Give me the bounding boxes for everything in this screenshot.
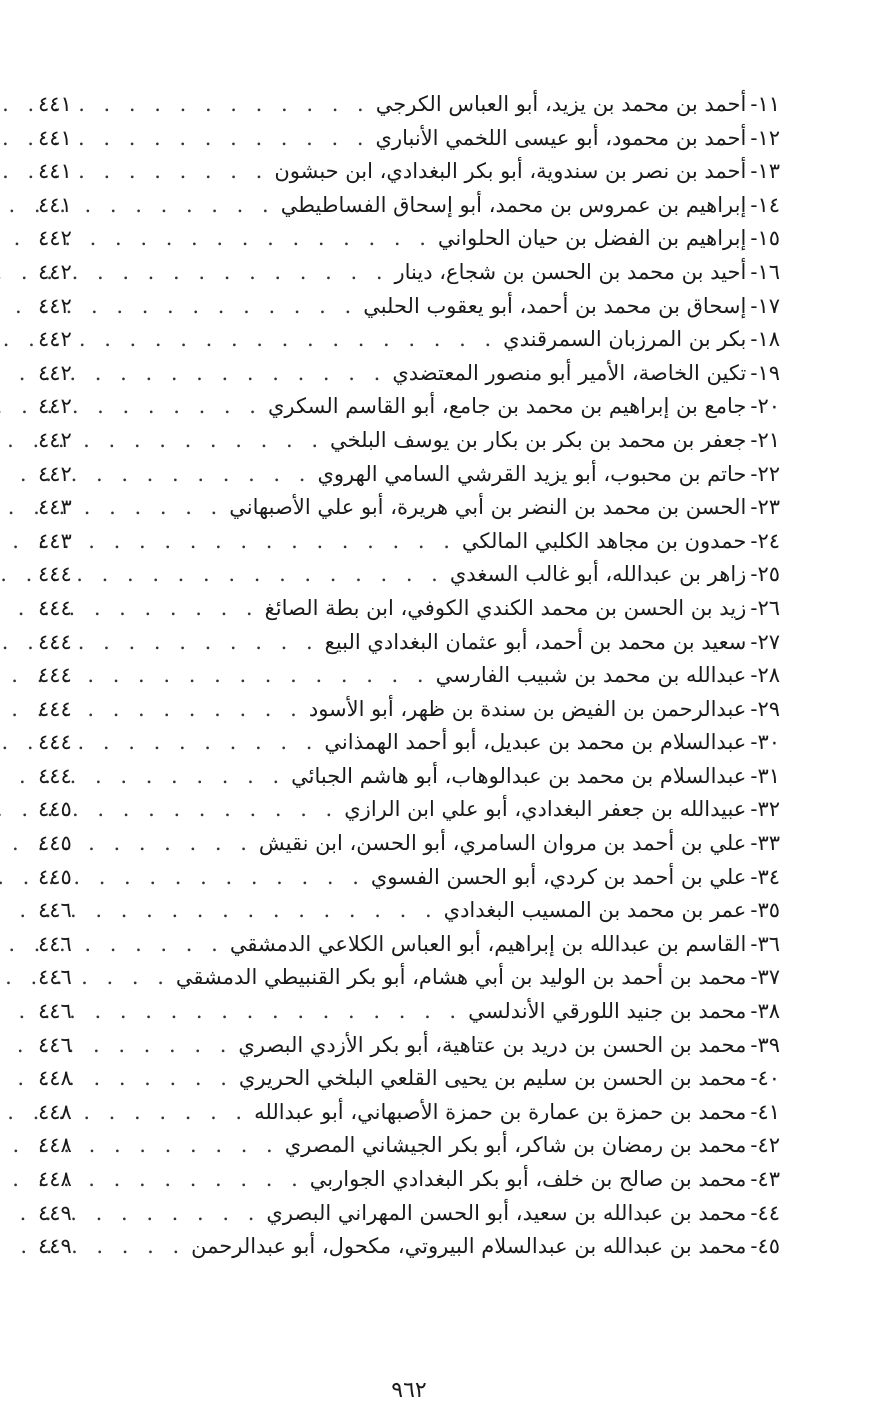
toc-entry-page: ٤٤٨: [38, 1099, 72, 1124]
toc-leader-dots: [108, 1096, 248, 1130]
toc-entry-title: [309, 693, 780, 727]
toc-leader-dots: [108, 1062, 233, 1096]
toc-entry: [38, 1129, 780, 1163]
toc-entry: [38, 626, 780, 660]
toc-entry-text: أحيد بن محمد بن الحسن بن شجاع، دينار: [394, 259, 747, 284]
toc-entry-text: محمد بن عبدالله بن سعيد، أبو الحسن المهراني البصري: [266, 1200, 747, 1225]
toc-entry-text: إسحاق بن محمد بن أحمد، أبو يعقوب الحلبي: [363, 293, 747, 318]
toc-entry-page: ٤٤٤: [38, 763, 72, 788]
toc-entry-title: [468, 995, 780, 1029]
toc-entry-title: [176, 961, 780, 995]
toc-entry-number: ٣٨-: [750, 999, 780, 1024]
toc-entry: [38, 155, 780, 189]
toc-entry-page: ٤٤٢: [38, 293, 72, 318]
toc-leader-dots: [108, 491, 223, 525]
toc-entry: [38, 995, 780, 1029]
toc-entry: [38, 357, 780, 391]
toc-leader-dots: [108, 1129, 279, 1163]
toc-entry: [38, 458, 780, 492]
toc-leader-dots: [108, 693, 303, 727]
toc-entry-page: ٤٤٦: [38, 999, 72, 1024]
toc-entry-page: ٤٤٩: [38, 1200, 72, 1225]
toc-entry-page: ٤٤٥: [38, 831, 72, 856]
toc-entry-title: [438, 222, 780, 256]
toc-entry-text: أحمد بن محمد بن يزيد، أبو العباس الكرجي: [375, 92, 747, 116]
toc-leader-dots: [108, 1197, 260, 1231]
toc-entry-number: ١٢-: [750, 125, 780, 150]
toc-entry-number: ٢٥-: [750, 562, 780, 587]
toc-entry-text: الحسن بن محمد بن النضر بن أبي هريرة، أبو علي الأصبهاني: [229, 495, 747, 520]
toc-entry-title: [363, 290, 780, 324]
toc-entry-text: محمد بن عبدالله بن عبدالسلام البيروتي، مكحول، أبو عبدالرحمن: [191, 1234, 747, 1259]
toc-entry: [38, 827, 780, 861]
toc-entry-title: [259, 827, 780, 861]
toc-entry-page: ٤٤٨: [38, 1167, 72, 1191]
toc-entry-number: ١١-: [750, 92, 780, 116]
toc-entry-number: ١٧-: [750, 293, 780, 318]
toc-entry-title: [229, 491, 780, 525]
toc-entry-title: [317, 458, 780, 492]
toc-entry-title: [281, 189, 780, 223]
toc-entry: [38, 760, 780, 794]
toc-entry-text: عبيدالله بن جعفر البغدادي، أبو علي ابن الرازي: [344, 797, 747, 822]
toc-leader-dots: [108, 390, 262, 424]
toc-entry-text: علي بن أحمد بن كردي، أبو الحسن الفسوي: [370, 864, 747, 889]
toc-leader-dots: [108, 189, 275, 223]
toc-entry: [38, 1163, 780, 1197]
toc-entry-text: محمد بن حمزة بن عمارة بن حمزة الأصبهاني، أبو عبدالله: [254, 1099, 747, 1124]
toc-entry-title: [436, 659, 780, 693]
toc-entry-page: ٤٤٥: [38, 864, 72, 889]
toc-entry-page: ٤٤٨: [38, 1133, 72, 1158]
toc-leader-dots: [108, 995, 462, 1029]
toc-entry-number: ٢٨-: [750, 663, 780, 688]
toc-entry: [38, 390, 780, 424]
toc-entry-page: ٤٤٦: [38, 965, 72, 990]
toc-entry-title: [344, 793, 780, 827]
toc-entry-number: ٣٧-: [750, 965, 780, 990]
toc-entry-number: ٣٢-: [750, 797, 780, 822]
toc-entry-text: علي بن أحمد بن مروان السامري، أبو الحسن، ابن نقيش: [258, 831, 747, 856]
toc-entry: [38, 928, 780, 962]
toc-leader-dots: [108, 1029, 232, 1063]
toc-entry-page: ٤٤٣: [38, 528, 72, 553]
toc-entry-number: ٣٠-: [750, 730, 780, 755]
toc-entry-number: ١٦-: [750, 259, 780, 284]
toc-entry-text: جامع بن إبراهيم بن محمد بن جامع، أبو القاسم السكري: [267, 394, 747, 419]
toc-entry: [38, 424, 780, 458]
toc-page: [38, 88, 780, 1403]
toc-entry-text: زيد بن الحسن بن محمد الكندي الكوفي، ابن بطة الصائغ: [264, 595, 747, 620]
toc-entry-title: [503, 323, 780, 357]
toc-entry-page: ٤٤٤: [38, 663, 72, 688]
toc-entry-title: [265, 592, 780, 626]
toc-leader-dots: [108, 928, 224, 962]
toc-entry-text: القاسم بن عبدالله بن إبراهيم، أبو العباس الكلاعي الدمشقي: [229, 931, 747, 956]
toc-leader-dots: [108, 458, 311, 492]
toc-leader-dots: [108, 726, 318, 760]
toc-entry-page: ٤٤١: [38, 159, 72, 184]
page-number: ٩٦٢: [391, 1378, 427, 1403]
toc-entry-number: ٢٢-: [750, 461, 780, 486]
toc-entry-title: [444, 894, 780, 928]
toc-entry-text: محمد بن صالح بن خلف، أبو بكر البغدادي الجواربي: [309, 1167, 747, 1191]
toc-leader-dots: [108, 894, 438, 928]
toc-entry-page: ٤٤٢: [38, 259, 72, 284]
toc-entry-page: ٤٤٢: [38, 226, 72, 251]
toc-leader-dots: [108, 88, 370, 122]
toc-leader-dots: [108, 424, 324, 458]
toc-entry-number: ٤٥-: [750, 1234, 780, 1259]
toc-entry: [38, 1029, 780, 1063]
toc-leader-dots: [108, 659, 430, 693]
toc-entry-number: ١٣-: [750, 159, 780, 184]
toc-entry-title: [371, 861, 780, 895]
toc-entry-number: ٢٩-: [750, 696, 780, 721]
toc-entry-title: [462, 525, 780, 559]
toc-entry: [38, 290, 780, 324]
toc-entry-text: إبراهيم بن الفضل بن حيان الحلواني: [437, 226, 747, 251]
toc-entry-page: ٤٤٤: [38, 562, 72, 587]
toc-entry-text: تكين الخاصة، الأمير أبو منصور المعتضدي: [392, 360, 747, 385]
toc-entry: [38, 88, 780, 122]
toc-entry-title: [291, 760, 780, 794]
toc-entry-number: ١٨-: [750, 327, 780, 352]
toc-entry-title: [310, 1163, 780, 1197]
toc-leader-dots: [108, 760, 285, 794]
toc-entry-title: [191, 1230, 780, 1264]
toc-entry: [38, 1197, 780, 1231]
toc-entry-text: جعفر بن محمد بن بكر بن بكار بن يوسف البلخي: [330, 427, 747, 452]
toc-entry-number: ١٩-: [750, 360, 780, 385]
toc-entry: [38, 659, 780, 693]
toc-entry-title: [239, 1062, 780, 1096]
toc-entry-title: [376, 122, 780, 156]
toc-entry-text: سعيد بن محمد بن أحمد، أبو عثمان البغدادي البيع: [324, 629, 747, 654]
toc-entry-text: عبدالله بن محمد بن شبيب الفارسي: [435, 663, 747, 688]
toc-entry-title: [285, 1129, 780, 1163]
toc-entry-title: [230, 928, 780, 962]
toc-entry-number: ٢٤-: [750, 528, 780, 553]
toc-leader-dots: [108, 558, 444, 592]
toc-entry-page: ٤٤٢: [38, 427, 72, 452]
toc-leader-dots: [108, 961, 170, 995]
toc-entry-text: عبدالسلام بن محمد بن عبديل، أبو أحمد الهمذاني: [324, 730, 747, 755]
toc-leader-dots: [108, 290, 357, 324]
toc-leader-dots: [108, 626, 319, 660]
toc-entry-number: ٢٧-: [750, 629, 780, 654]
toc-entry-text: أحمد بن نصر بن سندوية، أبو بكر البغدادي، ابن حبشون: [274, 159, 747, 184]
toc-entry-number: ٤٣-: [750, 1167, 780, 1191]
toc-list: [38, 88, 780, 1264]
toc-entry-page: ٤٤٦: [38, 1032, 72, 1057]
toc-entry-number: ٣٦-: [750, 931, 780, 956]
toc-entry-title: [330, 424, 780, 458]
toc-entry-title: [325, 626, 780, 660]
toc-leader-dots: [108, 155, 268, 189]
toc-entry: [38, 122, 780, 156]
toc-entry-title: [324, 726, 780, 760]
toc-entry-number: ٤١-: [750, 1099, 780, 1124]
toc-entry-page: ٤٤٤: [38, 595, 72, 620]
toc-leader-dots: [108, 827, 253, 861]
toc-entry-number: ٤٠-: [750, 1066, 780, 1091]
toc-entry-text: أحمد بن محمود، أبو عيسى اللخمي الأنباري: [375, 125, 747, 150]
toc-entry-text: حاتم بن محبوب، أبو يزيد القرشي السامي الهروي: [317, 461, 747, 486]
toc-leader-dots: [108, 1230, 185, 1264]
toc-entry-text: إبراهيم بن عمروس بن محمد، أبو إسحاق الفساطيطي: [280, 192, 747, 217]
toc-entry-number: ٢٠-: [750, 394, 780, 419]
toc-entry-number: ٣١-: [750, 763, 780, 788]
toc-leader-dots: [108, 357, 386, 391]
toc-leader-dots: [108, 222, 432, 256]
toc-entry-title: [274, 155, 780, 189]
toc-entry: [38, 323, 780, 357]
toc-entry-text: محمد بن الحسن بن دريد بن عتاهية، أبو بكر الأزدي البصري: [238, 1032, 747, 1057]
toc-entry: [38, 189, 780, 223]
toc-entry: [38, 693, 780, 727]
toc-entry: [38, 961, 780, 995]
toc-entry-text: بكر بن المرزبان السمرقندي: [503, 327, 747, 352]
toc-entry: [38, 861, 780, 895]
toc-entry-page: ٤٤٦: [38, 898, 72, 923]
toc-entry-number: ٢٣-: [750, 495, 780, 520]
toc-entry-number: ٣٩-: [750, 1032, 780, 1057]
toc-entry-page: ٤٤٢: [38, 461, 72, 486]
toc-entry-number: ٣٥-: [750, 898, 780, 923]
toc-entry-page: ٤٤٩: [38, 1234, 72, 1259]
toc-entry-number: ٣٤-: [750, 864, 780, 889]
toc-entry-title: [266, 1197, 780, 1231]
toc-entry: [38, 256, 780, 290]
toc-entry-page: ٤٤٨: [38, 1066, 72, 1091]
toc-entry: [38, 525, 780, 559]
toc-entry-text: محمد بن أحمد بن الوليد بن أبي هشام، أبو بكر القنبيطي الدمشقي: [175, 965, 747, 990]
toc-entry-page: ٤٤٢: [38, 327, 72, 352]
toc-entry-title: [238, 1029, 780, 1063]
toc-entry-page: ٤٤١: [38, 192, 72, 217]
toc-entry-page: ٤٤٢: [38, 360, 72, 385]
toc-entry: [38, 894, 780, 928]
toc-entry-title: [392, 357, 780, 391]
toc-entry-number: ٢١-: [750, 427, 780, 452]
toc-entry-number: ٤٢-: [750, 1133, 780, 1158]
toc-entry: [38, 793, 780, 827]
toc-leader-dots: [108, 793, 338, 827]
toc-entry-number: ٣٣-: [750, 831, 780, 856]
toc-entry-text: محمد بن الحسن بن سليم بن يحيى القلعي البلخي الحريري: [238, 1066, 747, 1091]
toc-entry-text: محمد بن رمضان بن شاكر، أبو بكر الجيشاني المصري: [284, 1133, 747, 1158]
toc-entry-text: زاهر بن عبدالله، أبو غالب السغدي: [449, 562, 747, 587]
toc-entry: [38, 222, 780, 256]
toc-leader-dots: [108, 256, 389, 290]
toc-entry-title: [395, 256, 780, 290]
toc-entry-page: ٤٤٦: [38, 931, 72, 956]
toc-entry-title: [254, 1096, 780, 1130]
toc-leader-dots: [108, 861, 365, 895]
toc-entry: [38, 1062, 780, 1096]
toc-entry-number: ٤٤-: [750, 1200, 780, 1225]
toc-entry-page: ٤٤١: [38, 92, 72, 116]
toc-entry-text: حمدون بن مجاهد الكلبي المالكي: [461, 528, 747, 553]
toc-leader-dots: [108, 122, 370, 156]
toc-entry: [38, 592, 780, 626]
toc-entry-number: ١٤-: [750, 192, 780, 217]
toc-entry-text: محمد بن جنيد اللورقي الأندلسي: [468, 999, 747, 1024]
toc-entry: [38, 1096, 780, 1130]
toc-entry-title: [450, 558, 780, 592]
toc-entry-page: ٤٤١: [38, 125, 72, 150]
toc-entry-page: ٤٤٢: [38, 394, 72, 419]
toc-entry-text: عبدالرحمن بن الفيض بن سندة بن ظهر، أبو الأسود: [308, 696, 747, 721]
toc-entry-page: ٤٤٤: [38, 730, 72, 755]
toc-entry: [38, 558, 780, 592]
toc-entry-page: ٤٤٤: [38, 696, 72, 721]
toc-leader-dots: [108, 592, 259, 626]
toc-entry-page: ٤٤٥: [38, 797, 72, 822]
toc-leader-dots: [108, 323, 497, 357]
toc-entry-title: [268, 390, 780, 424]
toc-entry-page: ٤٤٤: [38, 629, 72, 654]
toc-entry-text: عمر بن محمد بن المسيب البغدادي: [443, 898, 747, 923]
toc-leader-dots: [108, 1163, 304, 1197]
toc-entry-title: [376, 88, 780, 122]
toc-entry-page: ٤٤٣: [38, 495, 72, 520]
toc-entry-number: ٢٦-: [750, 595, 780, 620]
toc-entry-number: ١٥-: [750, 226, 780, 251]
toc-entry: [38, 491, 780, 525]
toc-leader-dots: [108, 525, 456, 559]
toc-entry: [38, 1230, 780, 1264]
toc-entry: [38, 726, 780, 760]
toc-entry-text: عبدالسلام بن محمد بن عبدالوهاب، أبو هاشم الجبائي: [291, 763, 747, 788]
